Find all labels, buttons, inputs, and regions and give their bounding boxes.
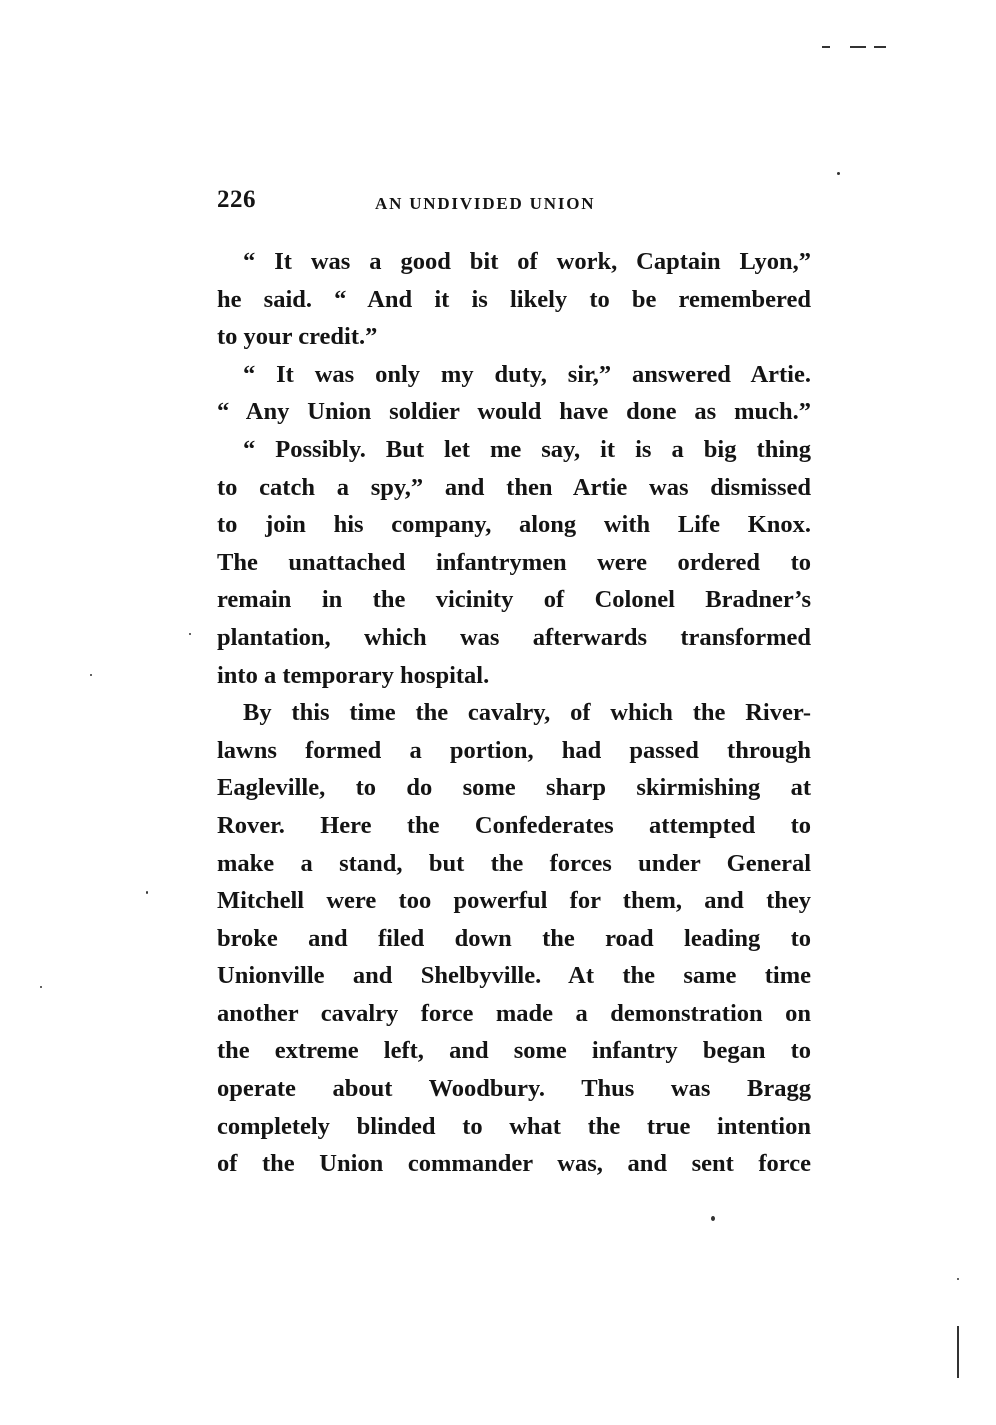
text-line: Eagleville, to do some sharp skirmishing at [217,774,811,802]
text-line: operate about Woodbury. Thus was Bragg [217,1075,811,1103]
text-line: make a stand, but the forces under General [217,849,811,877]
text-line: Mitchell were too powerful for them, and they [217,887,811,915]
text-line: “ Any Union soldier would have done as much.” [217,398,811,426]
scan-speck [146,891,148,894]
text-line: The unattached infantrymen were ordered to [217,548,811,576]
body-text [217,243,811,1183]
running-head [217,186,811,220]
scan-speck [957,1278,959,1280]
text-line: he said. “ And it is likely to be remembered [217,285,811,313]
scan-mark [957,1326,959,1378]
page-number: 226 [217,186,256,213]
paragraph-3 [217,431,811,694]
scan-speck [837,172,840,175]
text-line: to catch a spy,” and then Artie was dismissed [217,473,811,501]
text-line: into a temporary hospital. [217,661,490,689]
text-line: to join his company, along with Life Knox. [217,511,811,539]
scan-speck [90,674,92,676]
paragraph-2 [217,356,811,431]
text-line: Unionville and Shelbyville. At the same time [217,962,811,990]
text-line: “ Possibly. But let me say, it is a big thing [243,435,811,463]
scan-speck [40,986,42,988]
scan-mark [822,46,830,48]
text-line: “ It was a good bit of work, Captain Lyon,” [243,248,811,275]
scan-speck [711,1216,715,1221]
text-line: completely blinded to what the true intention [217,1112,811,1140]
text-line: plantation, which was afterwards transformed [217,623,811,651]
text-line: remain in the vicinity of Colonel Bradner’s [217,586,811,614]
scan-mark [850,46,866,48]
text-line: By this time the cavalry, of which the River- [243,699,811,727]
scan-mark [874,46,886,48]
text-line: broke and filed down the road leading to [217,924,811,952]
text-line: the extreme left, and some infantry began to [217,1037,811,1065]
book-title: AN UNDIVIDED UNION [375,194,596,213]
paragraph-4 [217,694,811,1183]
text-line: Rover. Here the Confederates attempted to [217,811,811,839]
text-line: of the Union commander was, and sent force [217,1150,811,1178]
scan-speck [189,633,191,635]
text-line: lawns formed a portion, had passed through [217,736,811,764]
text-line: to your credit.” [217,323,378,351]
paragraph-1 [217,243,811,356]
text-line: another cavalry force made a demonstration on [217,999,811,1027]
text-line: “ It was only my duty, sir,” answered Artie. [243,360,811,388]
